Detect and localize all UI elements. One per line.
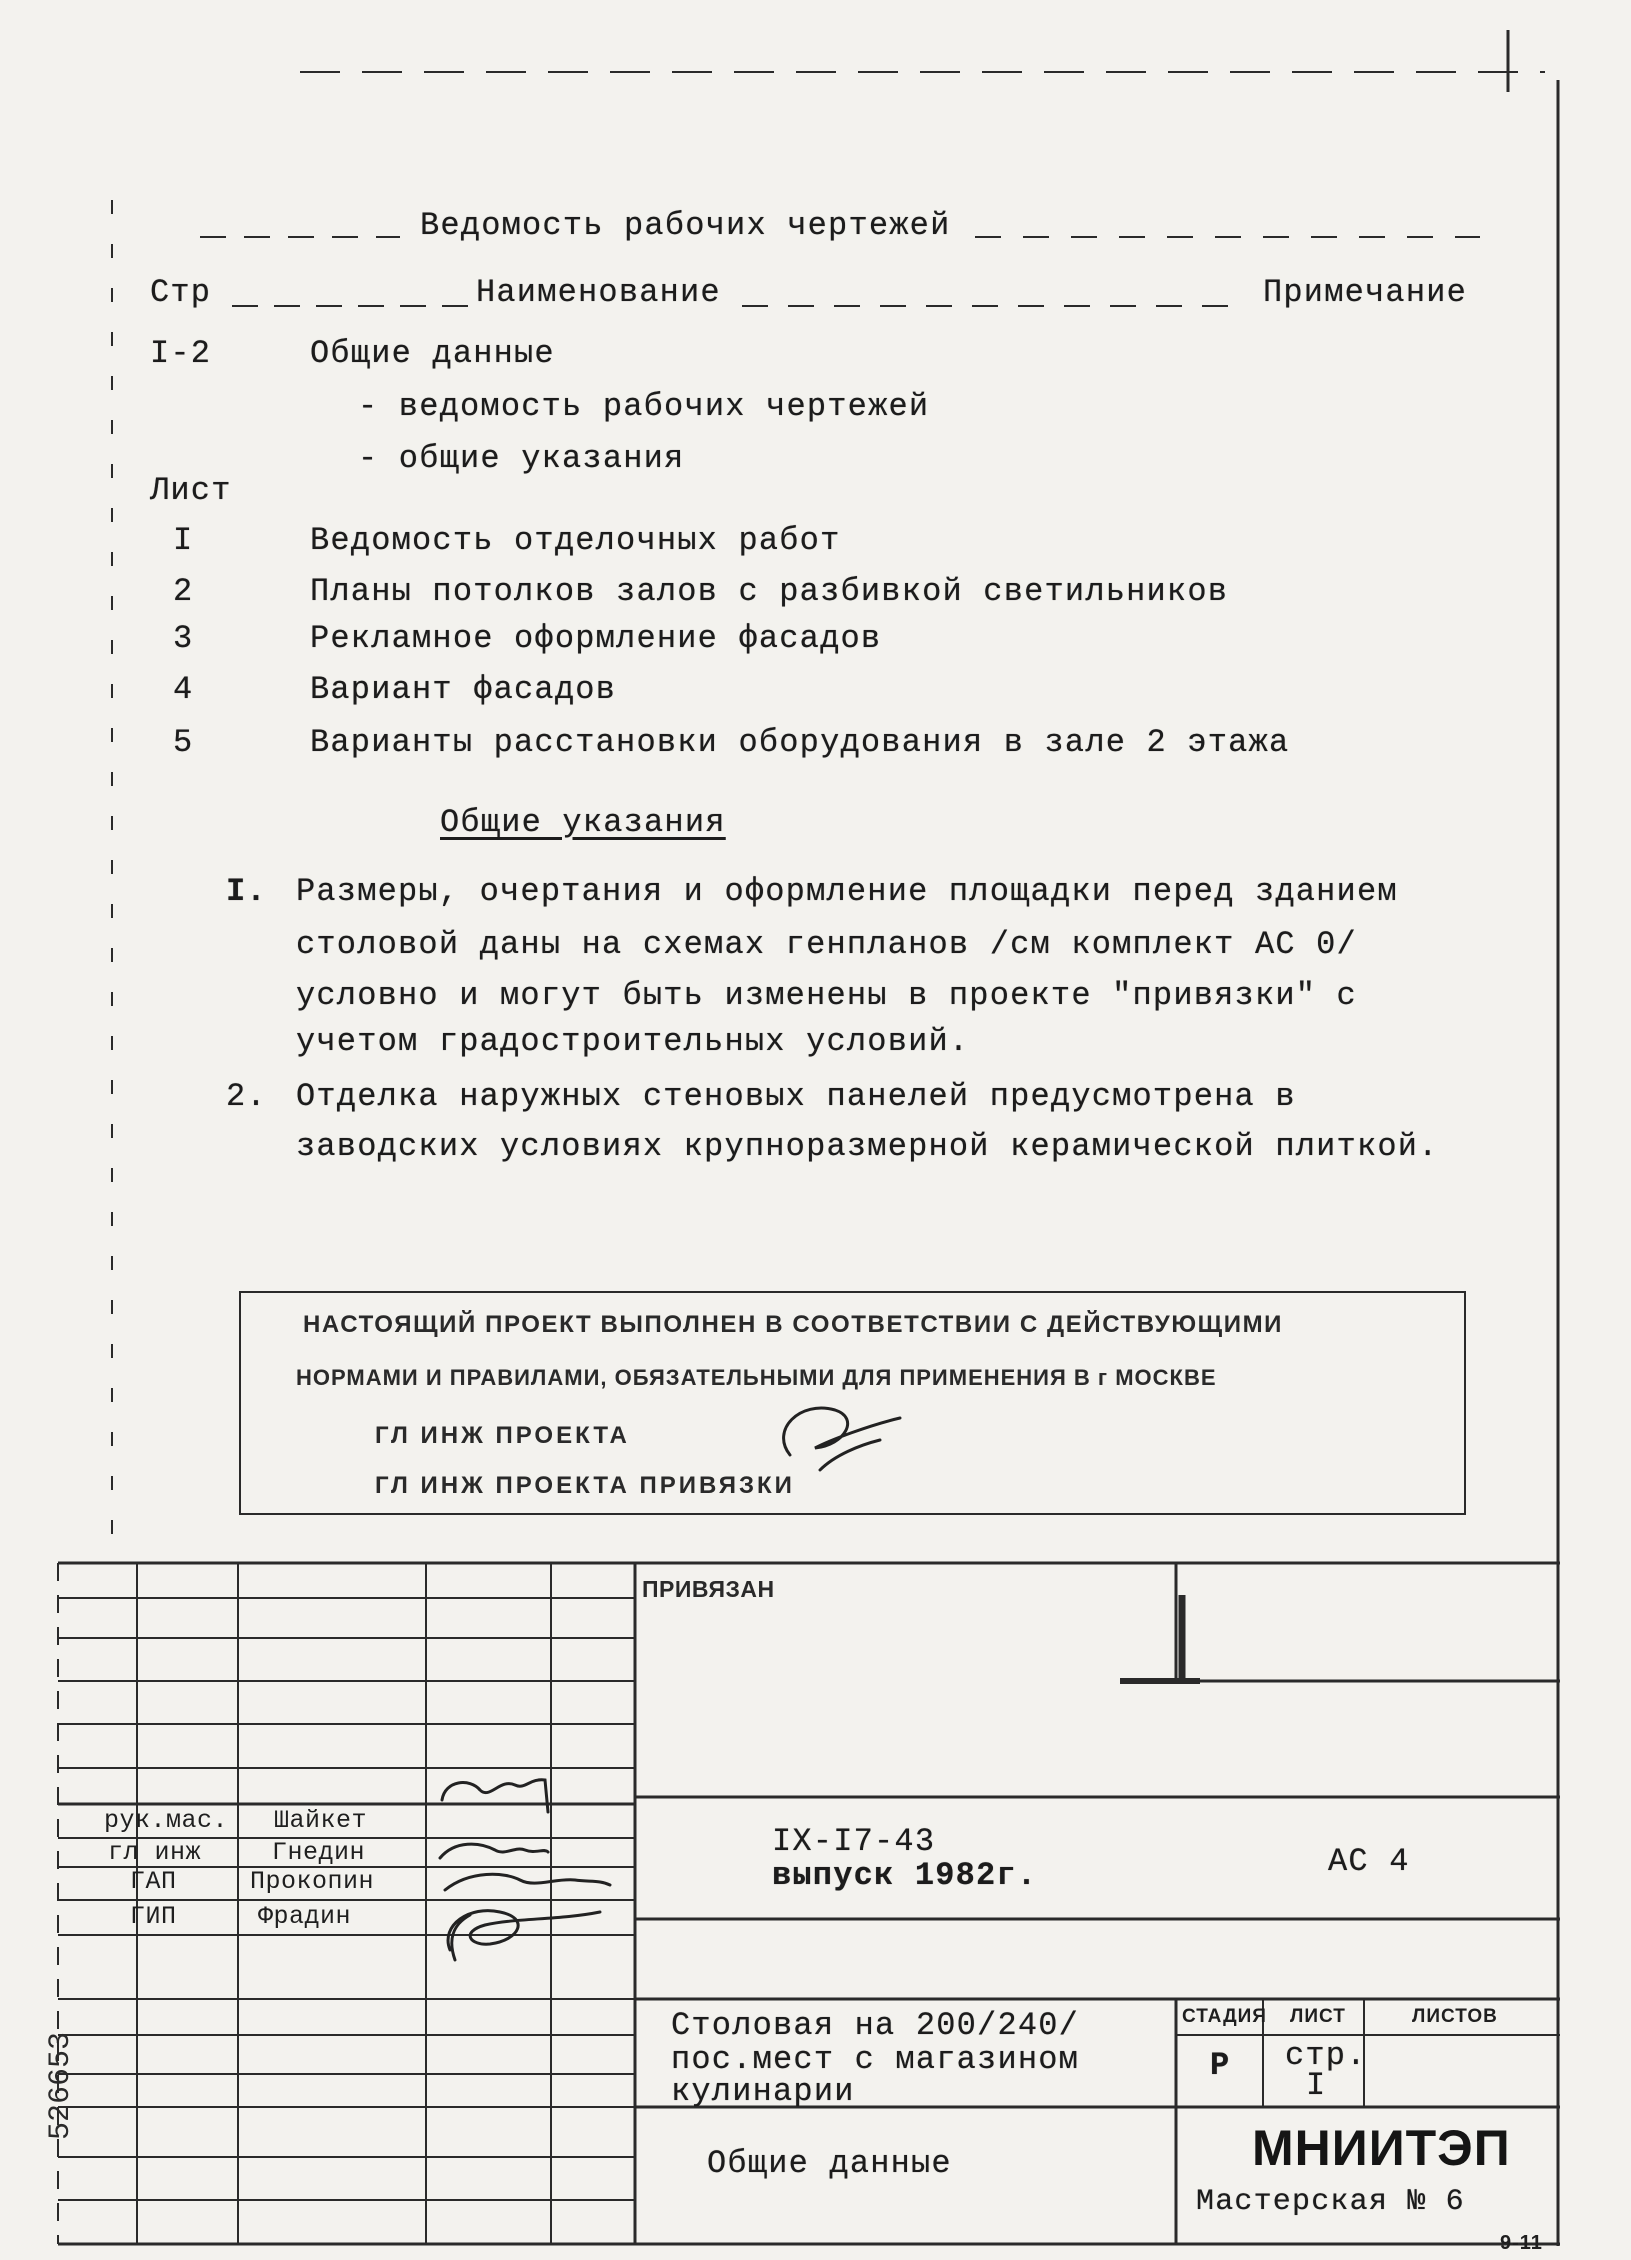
organization-name: МНИИТЭП	[1252, 2120, 1511, 2176]
workshop-name: Мастерская № 6	[1196, 2185, 1465, 2219]
staff-role: ГИП	[130, 1902, 177, 1931]
sheet-row-number: 2	[173, 573, 194, 610]
signature-master	[442, 1780, 548, 1812]
column-header-page: Стр	[150, 274, 212, 311]
series-code: IX-I7-43	[772, 1823, 936, 1860]
sheet-number: I	[1306, 2067, 1327, 2104]
sheet-title: Общие данные	[707, 2145, 952, 2182]
column-header-note: Примечание	[1263, 274, 1468, 311]
notes-title: Общие указания	[440, 804, 726, 841]
sheet-row-number: 3	[173, 620, 194, 657]
staff-role: ГАП	[130, 1867, 177, 1896]
staff-name: Фрадин	[258, 1902, 352, 1931]
approved-label: ПРИВЯЗАН	[642, 1576, 775, 1602]
staff-role: гл инж	[108, 1838, 202, 1867]
sheet-row-number: 4	[173, 671, 194, 708]
stage-header: СТАДИЯ	[1182, 2006, 1267, 2027]
sheet-label: Лист	[150, 472, 232, 509]
note-line: условно и могут быть изменены в проекте "привязки" с	[296, 977, 1357, 1014]
set-code: АС 4	[1328, 1843, 1410, 1880]
group-subitem: - общие указания	[358, 440, 685, 477]
group-code: I-2	[150, 335, 212, 372]
signature-gap	[445, 1874, 610, 1890]
note-line: Отделка наружных стеновых панелей предусмотрена в	[296, 1078, 1296, 1115]
signature-chief-engineer	[784, 1408, 900, 1470]
note-number: I.	[226, 873, 267, 910]
object-name-line: пос.мест с магазином	[671, 2041, 1080, 2078]
issue-year: выпуск 1982г.	[772, 1857, 1038, 1894]
note-number: 2.	[226, 1078, 267, 1115]
stamp-line: НОРМАМИ И ПРАВИЛАМИ, ОБЯЗАТЕЛЬНЫМИ ДЛЯ ПРИМЕНЕНИЯ В г МОСКВЕ	[296, 1365, 1217, 1390]
staff-name: Гнедин	[272, 1838, 366, 1867]
left-grid-rows	[58, 1598, 635, 2200]
object-name-line: кулинарии	[671, 2073, 855, 2110]
sheet-row-name: Планы потолков залов с разбивкой светильников	[310, 573, 1229, 610]
note-line: Размеры, очертания и оформление площадки перед зданием	[296, 873, 1398, 910]
sheet-row-number: I	[173, 522, 194, 559]
sheet-row-number: 5	[173, 724, 194, 761]
page-mark: 9-11	[1500, 2232, 1543, 2254]
sheet-row-name: Рекламное оформление фасадов	[310, 620, 882, 657]
sheet-header: ЛИСТ	[1290, 2006, 1346, 2027]
sheet-row-name: Ведомость отделочных работ	[310, 522, 841, 559]
group-title: Общие данные	[310, 335, 555, 372]
sheet-list-title: Ведомость рабочих чертежей	[420, 207, 951, 244]
archive-number: 526653	[44, 2031, 78, 2140]
stamp-line: НАСТОЯЩИЙ ПРОЕКТ ВЫПОЛНЕН В СООТВЕТСТВИИ С ДЕЙСТВУЮЩИМИ	[303, 1311, 1284, 1338]
note-line: заводских условиях крупноразмерной керамической плиткой.	[296, 1128, 1439, 1165]
sheet-row-name: Варианты расстановки оборудования в зале 2 этажа	[310, 724, 1290, 761]
stamp-chief-engineer: ГЛ ИНЖ ПРОЕКТА	[375, 1422, 630, 1449]
column-header-name: Наименование	[476, 274, 721, 311]
note-line: столовой даны на схемах генпланов /см комплект АС 0/	[296, 926, 1357, 963]
stamp-chief-engineer-binding: ГЛ ИНЖ ПРОЕКТА ПРИВЯЗКИ	[375, 1472, 795, 1499]
sheet-prefix: стр.	[1285, 2037, 1367, 2074]
sheets-header: ЛИСТОВ	[1412, 2006, 1498, 2027]
object-name-line: Столовая на 200/240/	[671, 2007, 1080, 2044]
staff-name: Шайкет	[274, 1806, 368, 1835]
note-line: учетом градостроительных условий.	[296, 1023, 970, 1060]
signature-engineer	[440, 1844, 548, 1858]
sheet-row-name: Вариант фасадов	[310, 671, 617, 708]
staff-name: Прокопин	[250, 1867, 375, 1896]
stage-value: Р	[1210, 2047, 1231, 2084]
group-subitem: - ведомость рабочих чертежей	[358, 388, 930, 425]
staff-role: рук.мас.	[104, 1806, 229, 1835]
